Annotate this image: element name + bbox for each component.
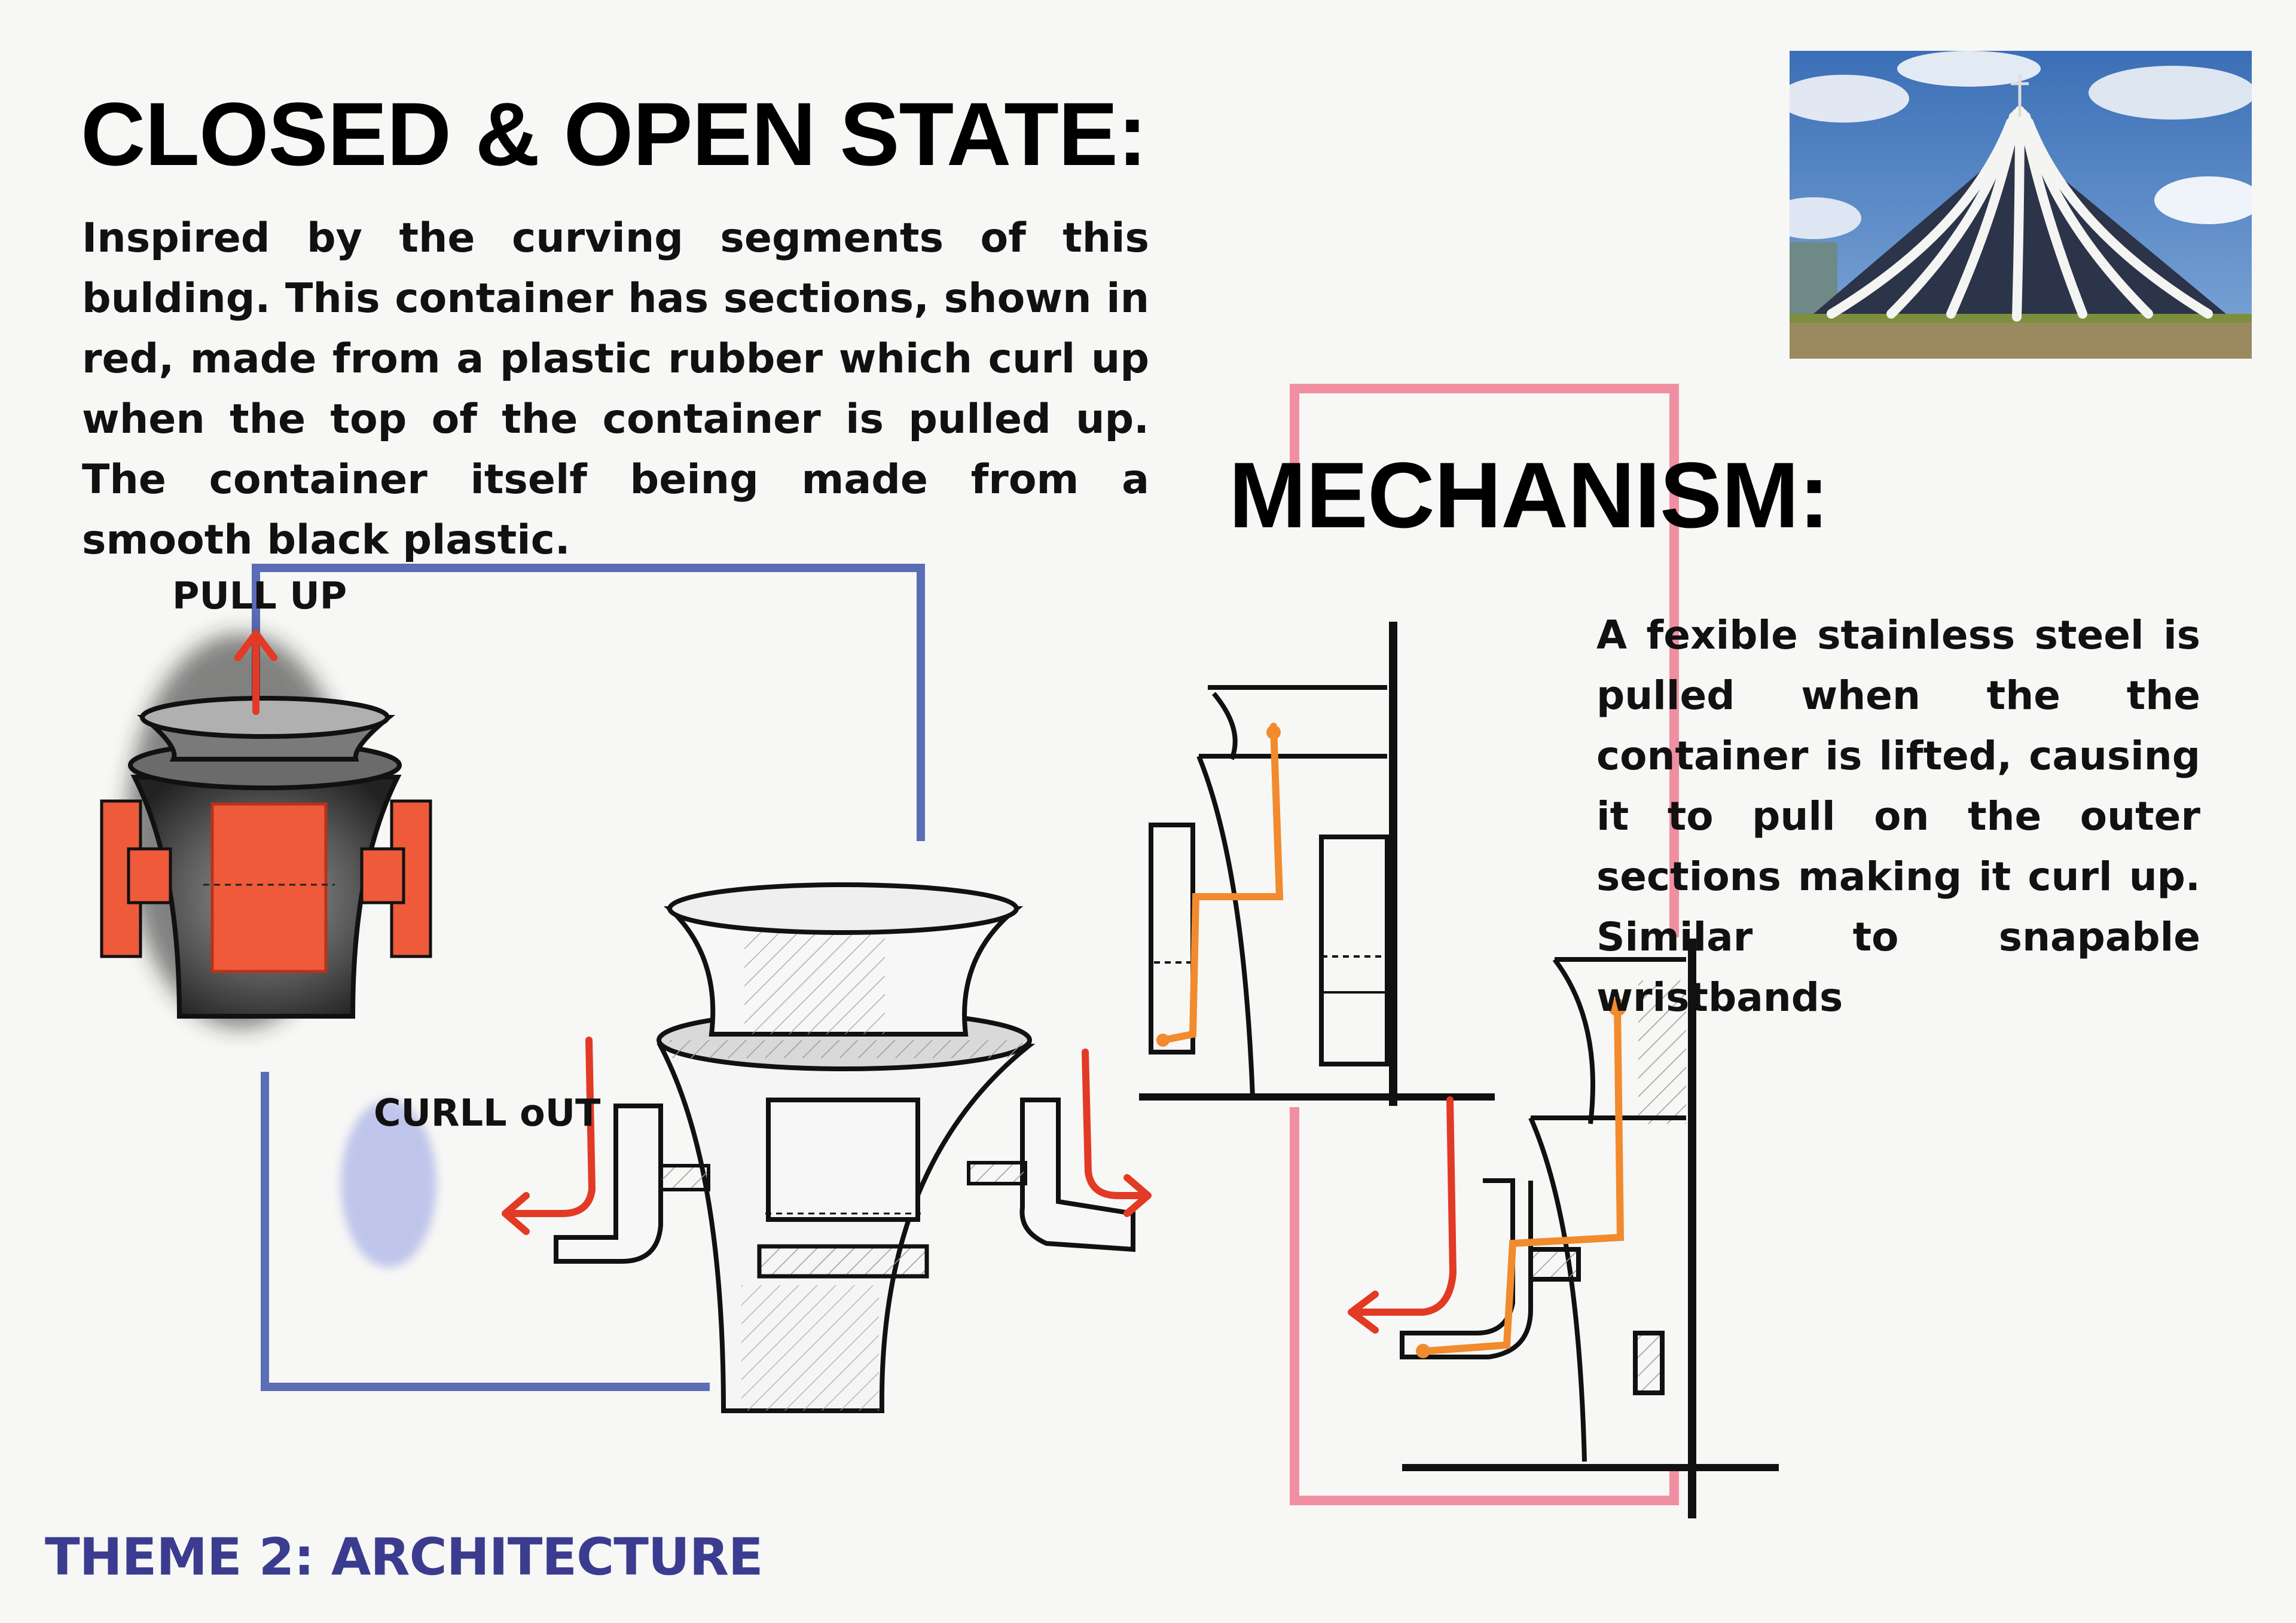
mechanism-description: A fexible stainless steel is pulled when the the container is lifted, causing it to pull on the outer sections making it curl up. Similar to snapable wristbands: [1596, 612, 2200, 1020]
mechanism-title: MECHANISM:: [1229, 444, 1829, 548]
theme-footer: THEME 2: ARCHITECTURE: [45, 1527, 763, 1587]
pull-up-label: PULL UP: [172, 574, 347, 618]
closed-open-description: Inspired by the curving segments of this bulding. This container has sections, shown in red, made from a plastic rubber which curl up when the top of the container is pulled up. The container itself being made from a smooth black plastic.: [82, 215, 1149, 564]
curl-out-label: CURLL oUT: [374, 1091, 601, 1135]
closed-container-sketch: [102, 634, 430, 1028]
open-container-sketch: [341, 885, 1148, 1411]
closed-open-title: CLOSED & OPEN STATE:: [81, 84, 1147, 184]
mechanism-closed-sketch: [1139, 622, 1495, 1106]
